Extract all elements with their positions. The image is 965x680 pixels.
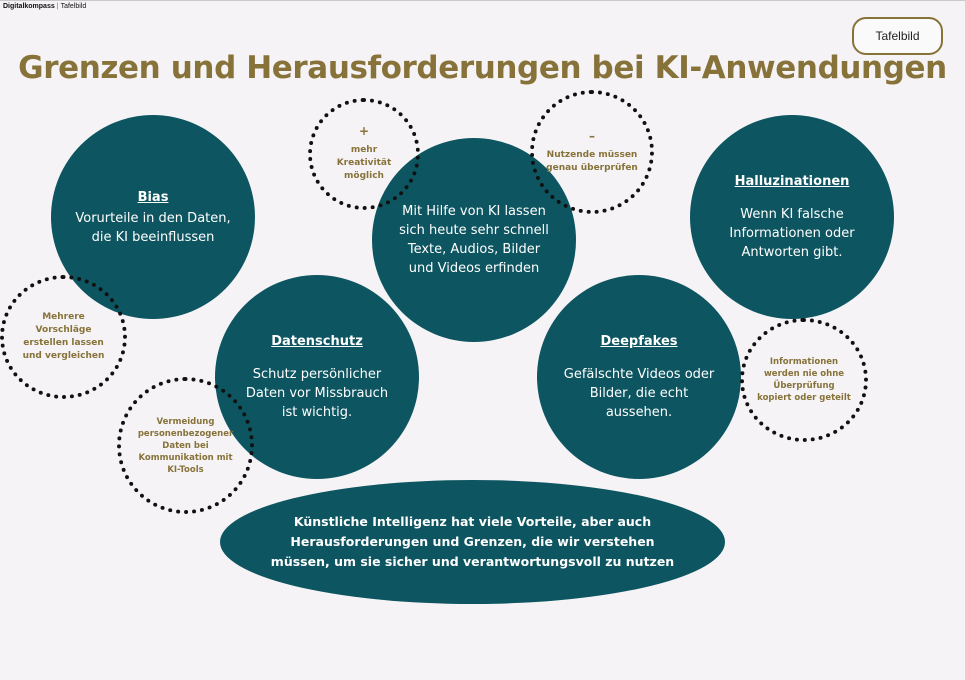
bias-text: Vorurteile in den Daten, die KI beeinflussen <box>75 210 231 245</box>
breadcrumb-separator: | <box>56 3 59 10</box>
deepfakes-text: Gefälschte Videos oder Bilder, die echt aussehen. <box>563 367 715 420</box>
mehrere-note-text: Mehrere Vorschläge erstellen lassen und vergleichen <box>22 312 105 361</box>
tafelbild-button[interactable]: Tafelbild <box>852 17 943 55</box>
minus-icon: – <box>589 128 595 143</box>
vermeidung-note-text: Vermeidung personenbezogener Daten bei Kommunikation mit KI-Tools <box>137 416 234 475</box>
halluzinationen-heading: Halluzinationen <box>734 174 850 189</box>
plus-icon: + <box>358 124 370 138</box>
minus-note <box>530 90 654 214</box>
bias-heading: Bias <box>137 189 169 205</box>
center-text: Mit Hilfe von KI lassen sich heute sehr schnell Texte, Audios, Bilder und Videos erfinden <box>399 204 549 276</box>
minus-note-text: Nutzende müssen genau überprüfen <box>546 149 638 173</box>
mehrere-note <box>0 275 127 399</box>
informationen-note <box>740 318 868 442</box>
page-title: Grenzen und Herausforderungen bei KI-Anwendungen <box>18 50 947 86</box>
plus-note <box>308 98 420 210</box>
breadcrumb-page: Tafelbild <box>60 3 87 10</box>
informationen-note-text: Informationen werden nie ohne Überprüfung kopiert oder geteilt <box>757 357 851 403</box>
vermeidung-note <box>117 377 254 514</box>
halluzinationen-text: Wenn KI falsche Informationen oder Antworten gibt. <box>729 207 855 260</box>
halluzinationen-circle <box>690 115 894 319</box>
deepfakes-circle <box>537 275 741 479</box>
summary-text: Künstliche Intelligenz hat viele Vorteile, aber auch Herausforderungen und Grenzen, die wir verstehen müssen, um sie sicher und verantwortungsvoll zu nutzen <box>270 514 675 569</box>
datenschutz-heading: Datenschutz <box>271 334 363 349</box>
breadcrumb-bar <box>0 0 965 14</box>
app-name: Digitalkompass <box>3 3 55 10</box>
deepfakes-heading: Deepfakes <box>600 334 678 349</box>
datenschutz-text: Schutz persönlicher Daten vor Missbrauch ist wichtig. <box>245 367 389 420</box>
plus-note-text: mehr Kreativität möglich <box>336 145 392 181</box>
summary-oval <box>220 480 725 604</box>
